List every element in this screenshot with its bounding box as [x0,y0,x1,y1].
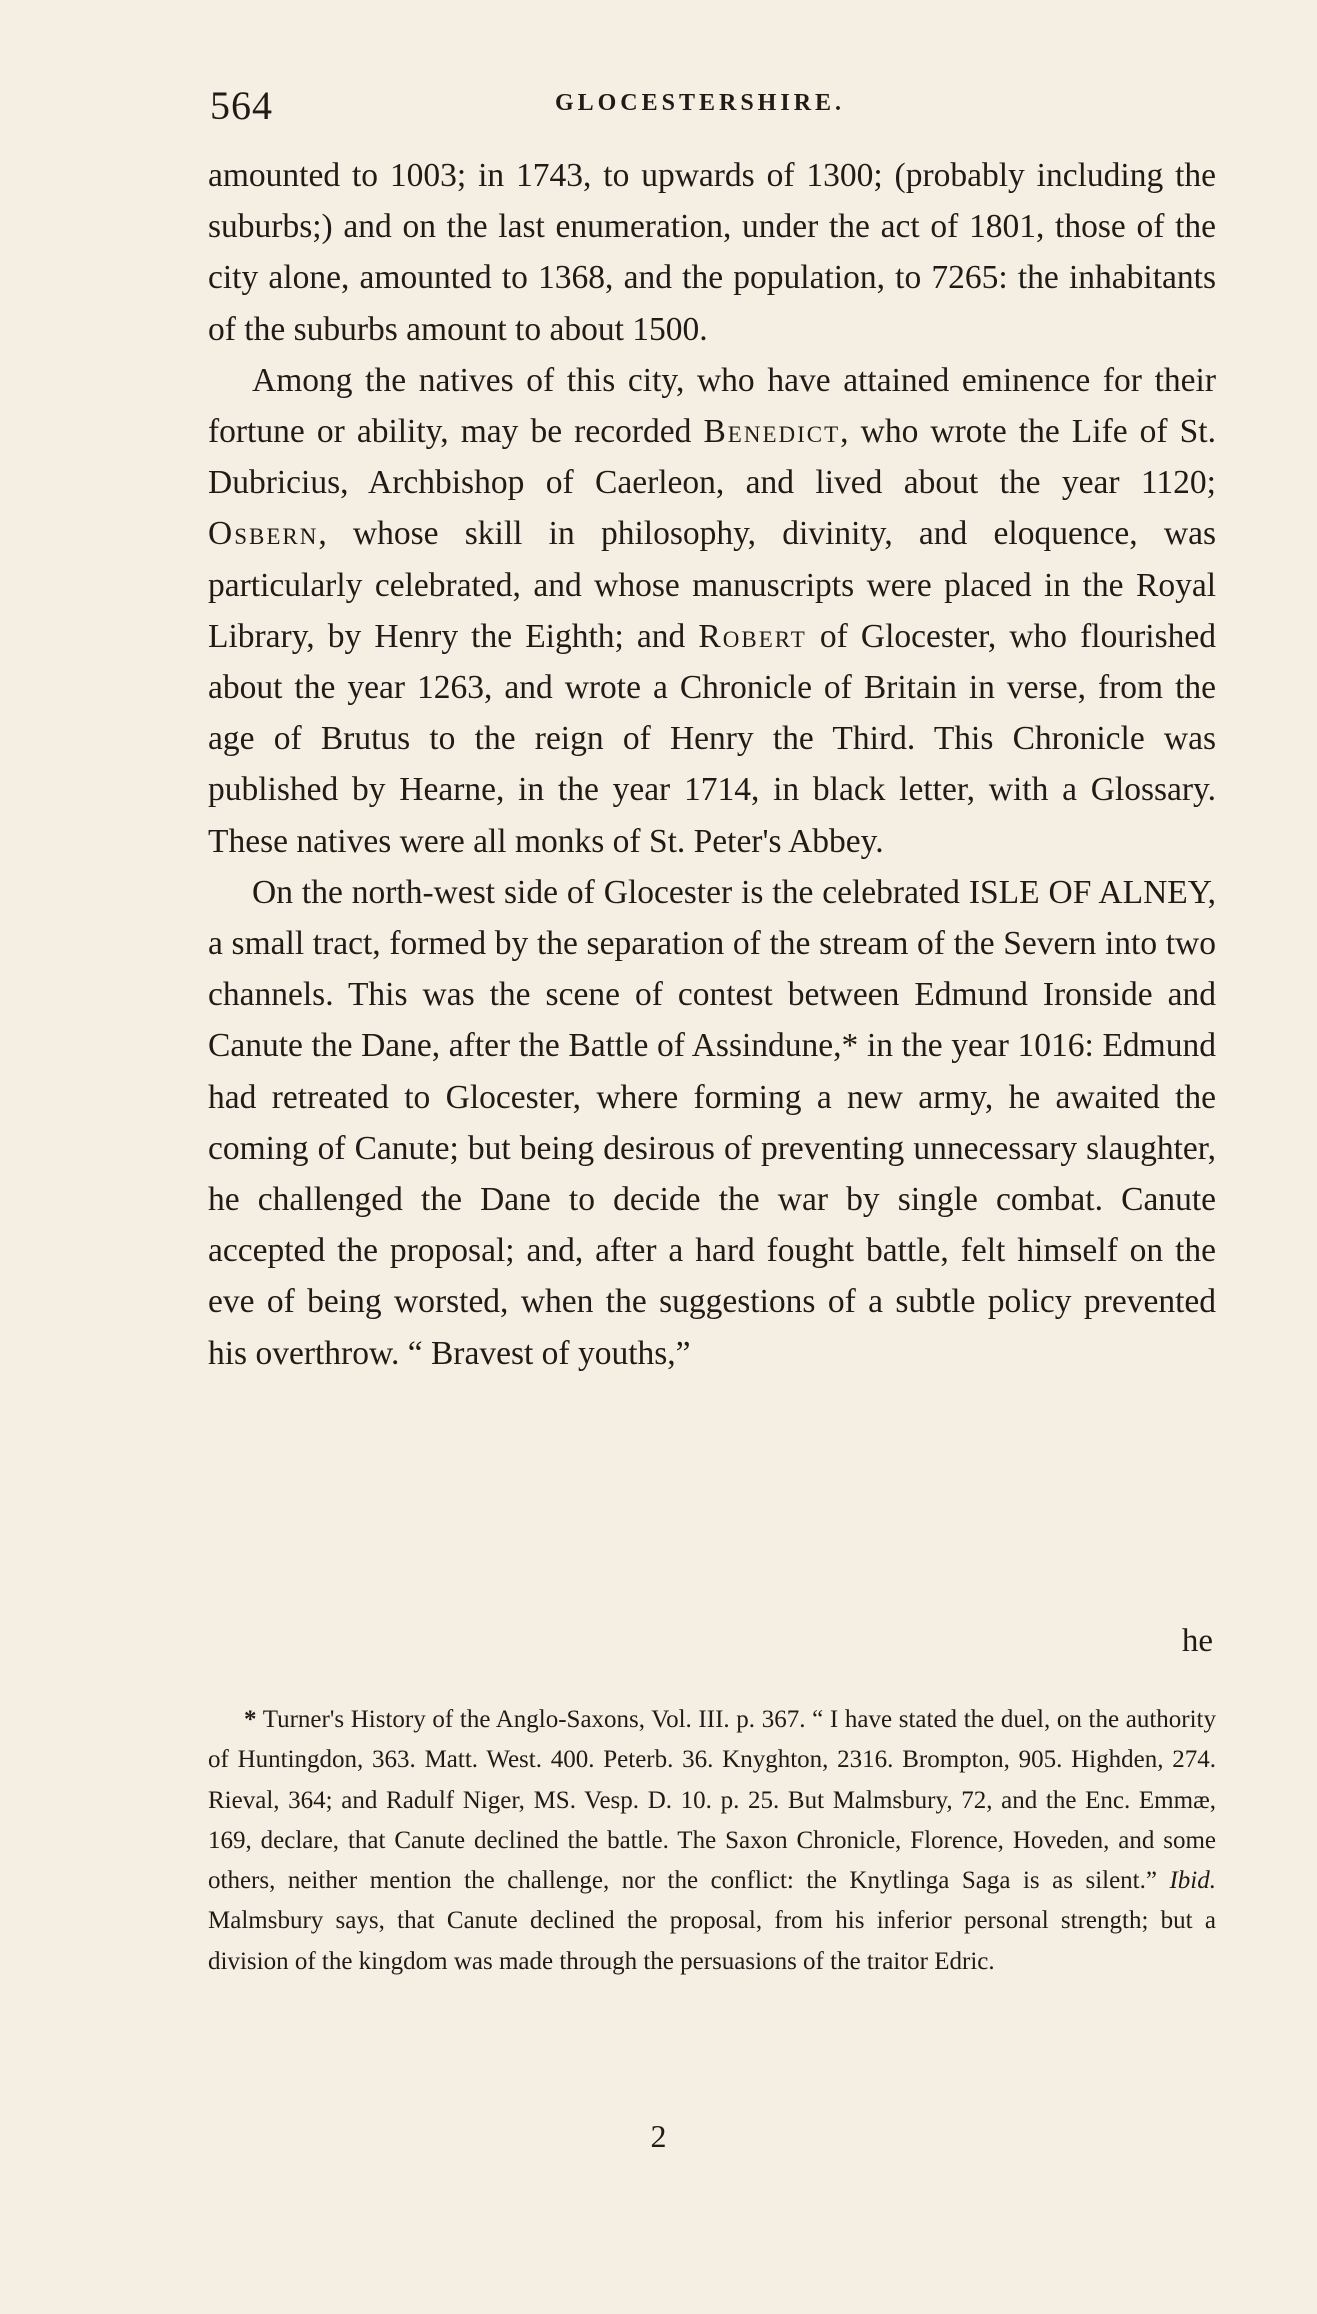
footnote-text [208,1700,1216,1982]
name-benedict: Benedict [703,413,841,451]
signature-mark: 2 [650,2118,667,2154]
text-run: Turner's History of the Anglo-Saxons, Vol. III. p. 367. “ I have stated the duel, on the authority of Huntingdon, 363. Matt. West. 400. Peterb. 36. Knyghton, 2316. Brompton, 905. Highden, 274. Rieval, 364; and Radulf Niger, MS. Vesp. D. 10. p. 25. But Malmsbury, 72, and the Enc. Emmæ, 169, declare, that Canute declined the battle. The Saxon Chronicle, Florence, Hoveden, and some others, neither mention the challenge, nor the conflict: the Knytlinga Saga is as silent.” [208,1706,1216,1895]
text-run: Among the natives of this city, who have attained eminence for their fortune or ability, may be recorded [208,361,1216,451]
text-run: , who wrote the Life of St. Dubricius, Archbishop of Caerleon, and lived about the year 1120; [208,413,1216,502]
footnote [208,1700,1216,1982]
paragraph-isle-of-alney: On the north-west side of Glocester is the celebrated ISLE OF ALNEY, a small tract, formed by the separation of the stream of the Severn into two channels. This was the scene of contest between Edmund Ironside and Canute the Dane, after the Battle of Assindune,* in the year 1016: Edmund had retreated to Glocester, where forming a new army, he awaited the coming of Canute; but being desirous of preventing unnecessary slaughter, he challenged the Dane to decide the war by single combat. Canute accepted the proposal; and, after a hard fought battle, felt himself on the eve of being worsted, when the suggestions of a subtle policy prevented his overthrow. “ Bravest of youths,” [208,873,1216,1372]
running-title: GLOCESTERSHIRE. [554,90,846,116]
paragraph-natives [208,355,1216,867]
text-run: of Glocester, who flourished about the year 1263, and wrote a Chronicle of Britain in verse, from the age of Brutus to the reign of Henry the Third. This Chronicle was published by Hearne, in the year 1714, in black letter, with a Glossary. These natives were all monks of St. Peter's Abbey. [208,617,1216,860]
page-header [210,78,1130,138]
page-number: 564 [210,83,273,128]
paragraph-population: amounted to 1003; in 1743, to upwards of 1300; (probably including the suburbs;) and on the last enumeration, under the act of 1801, those of the city alone, amounted to 1368, and the population, to 7265: the inhabitants of the suburbs amount to about 1500. [208,157,1216,348]
name-robert: Robert [698,617,807,655]
footnote-ibid: Ibid. [1169,1867,1216,1895]
text-run: , whose skill in philosophy, divinity, and eloquence, was particularly celebrated, and whose manuscripts were placed in the Royal Library, by Henry the Eighth; and [208,515,1216,655]
main-text [208,150,1216,1379]
name-osbern: Osbern [208,515,319,553]
footnote-mark: * [244,1706,257,1733]
text-run: Malmsbury says, that Canute declined the proposal, from his inferior personal strength; but a division of the kingdom was made through the persuasions of the traitor Edric. [208,1907,1216,1975]
catchword: he [1181,1623,1213,1659]
